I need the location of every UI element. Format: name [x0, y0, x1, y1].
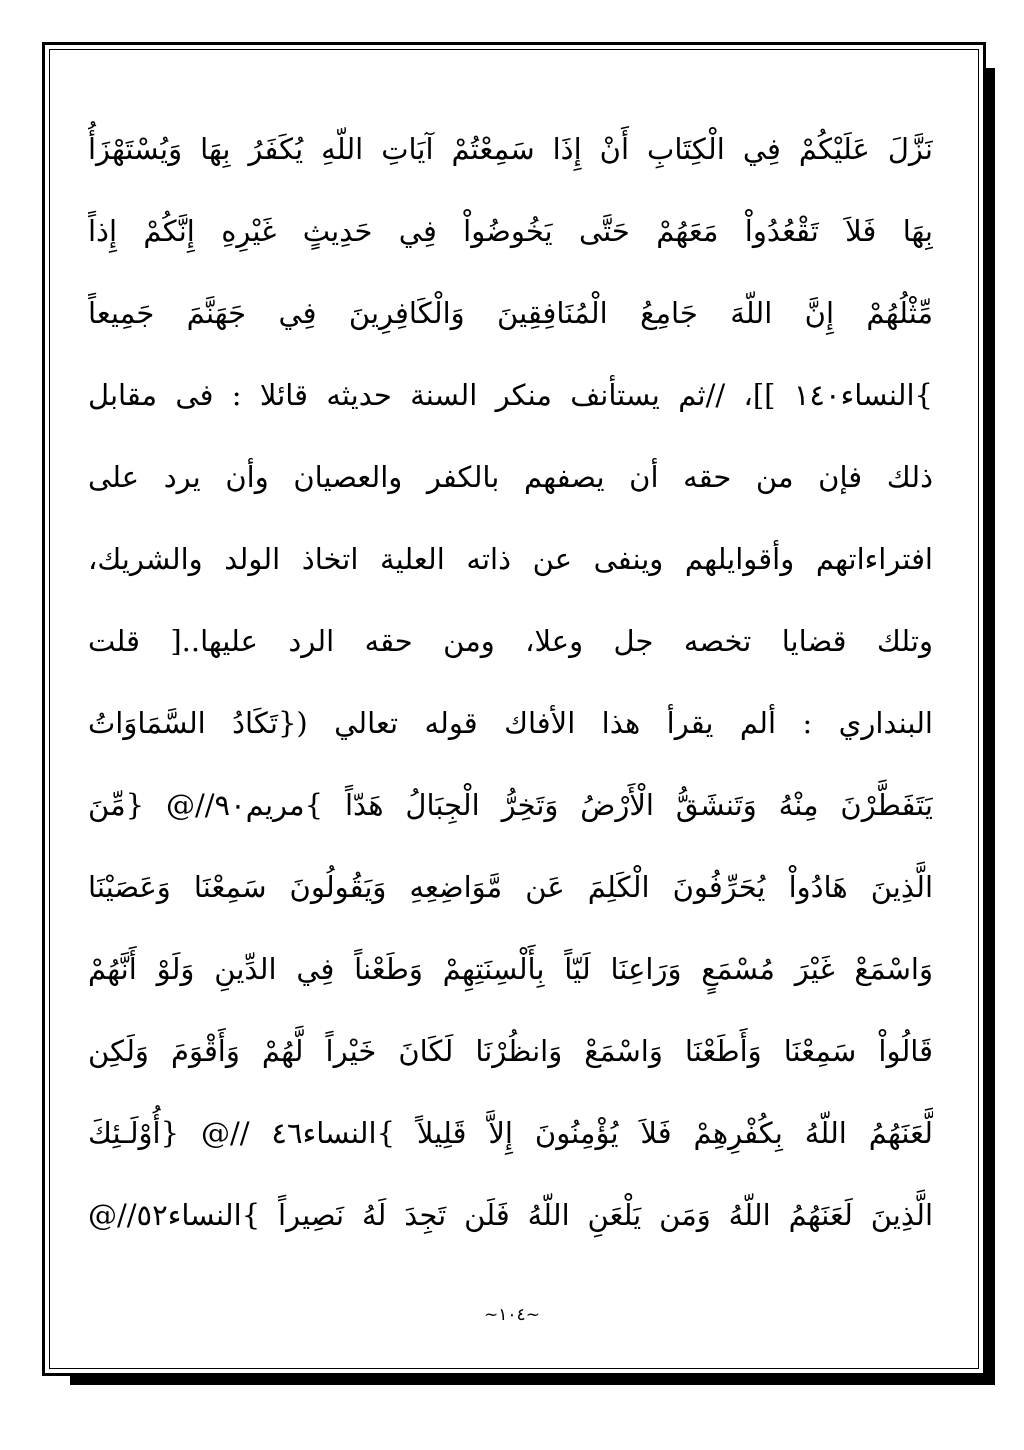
text-line: وتلك قضايا تخصه جل وعلا، ومن حقه الرد عليها..[ قلت — [88, 624, 933, 658]
text-line: مِّثْلُهُمْ إِنَّ اللّهَ جَامِعُ الْمُنَافِقِينَ وَالْكَافِرِينَ فِي جَهَنَّمَ جَمِيعاً — [88, 296, 933, 330]
text-line: نَزَّلَ عَلَيْكُمْ فِي الْكِتَابِ أَنْ إِذَا سَمِعْتُمْ آيَاتِ اللّهِ يُكَفَرُ بِهَا وَيُسْتَهْزَأُ — [88, 132, 933, 166]
text-line: وَاسْمَعْ غَيْرَ مُسْمَعٍ وَرَاعِنَا لَيّاً بِأَلْسِنَتِهِمْ وَطَعْناً فِي الدِّينِ وَلَوْ أَنَّهُمْ — [88, 952, 933, 986]
text-line: افتراءاتهم وأقوايلهم وينفى عن ذاته العلية اتخاذ الولد والشريك، — [88, 542, 933, 576]
page-number: ~١٠٤~ — [484, 1305, 540, 1325]
text-line: الَّذِينَ هَادُواْ يُحَرِّفُونَ الْكَلِمَ عَن مَّوَاضِعِهِ وَيَقُولُونَ سَمِعْنَا وَعَصَيْنَا — [88, 870, 933, 904]
text-line: ذلك فإن من حقه أن يصفهم بالكفر والعصيان وأن يرد على — [88, 460, 933, 494]
text-line: قَالُواْ سَمِعْنَا وَأَطَعْنَا وَاسْمَعْ وَانظُرْنَا لَكَانَ خَيْراً لَّهُمْ وَأَقْوَمَ وَلَكِن — [88, 1034, 933, 1068]
text-line: لَّعَنَهُمُ اللّهُ بِكُفْرِهِمْ فَلاَ يُؤْمِنُونَ إِلاَّ قَلِيلاً }النساء٤٦ //@ {أُوْلَـئِكَ — [88, 1116, 933, 1150]
text-line: الَّذِينَ لَعَنَهُمُ اللّهُ وَمَن يَلْعَنِ اللّهُ فَلَن تَجِدَ لَهُ نَصِيراً }النساء٥٢//@ — [88, 1198, 933, 1232]
text-line: بِهَا فَلاَ تَقْعُدُواْ مَعَهُمْ حَتَّى يَخُوضُواْ فِي حَدِيثٍ غَيْرِهِ إِنَّكُمْ إِذاً — [88, 214, 933, 248]
text-line: يَتَفَطَّرْنَ مِنْهُ وَتَنشَقُّ الْأَرْضُ وَتَخِرُّ الْجِبَالُ هَدّاً }مريم٩٠//@ {مِّنَ — [88, 788, 933, 822]
text-line: البنداري : ألم يقرأ هذا الأفاك قوله تعالي ({تَكَادُ السَّمَاوَاتُ — [88, 706, 933, 740]
body-text — [88, 108, 933, 1256]
text-line: }النساء١٤٠ ]]، //ثم يستأنف منكر السنة حديثه قائلا : فى مقابل — [88, 378, 933, 412]
